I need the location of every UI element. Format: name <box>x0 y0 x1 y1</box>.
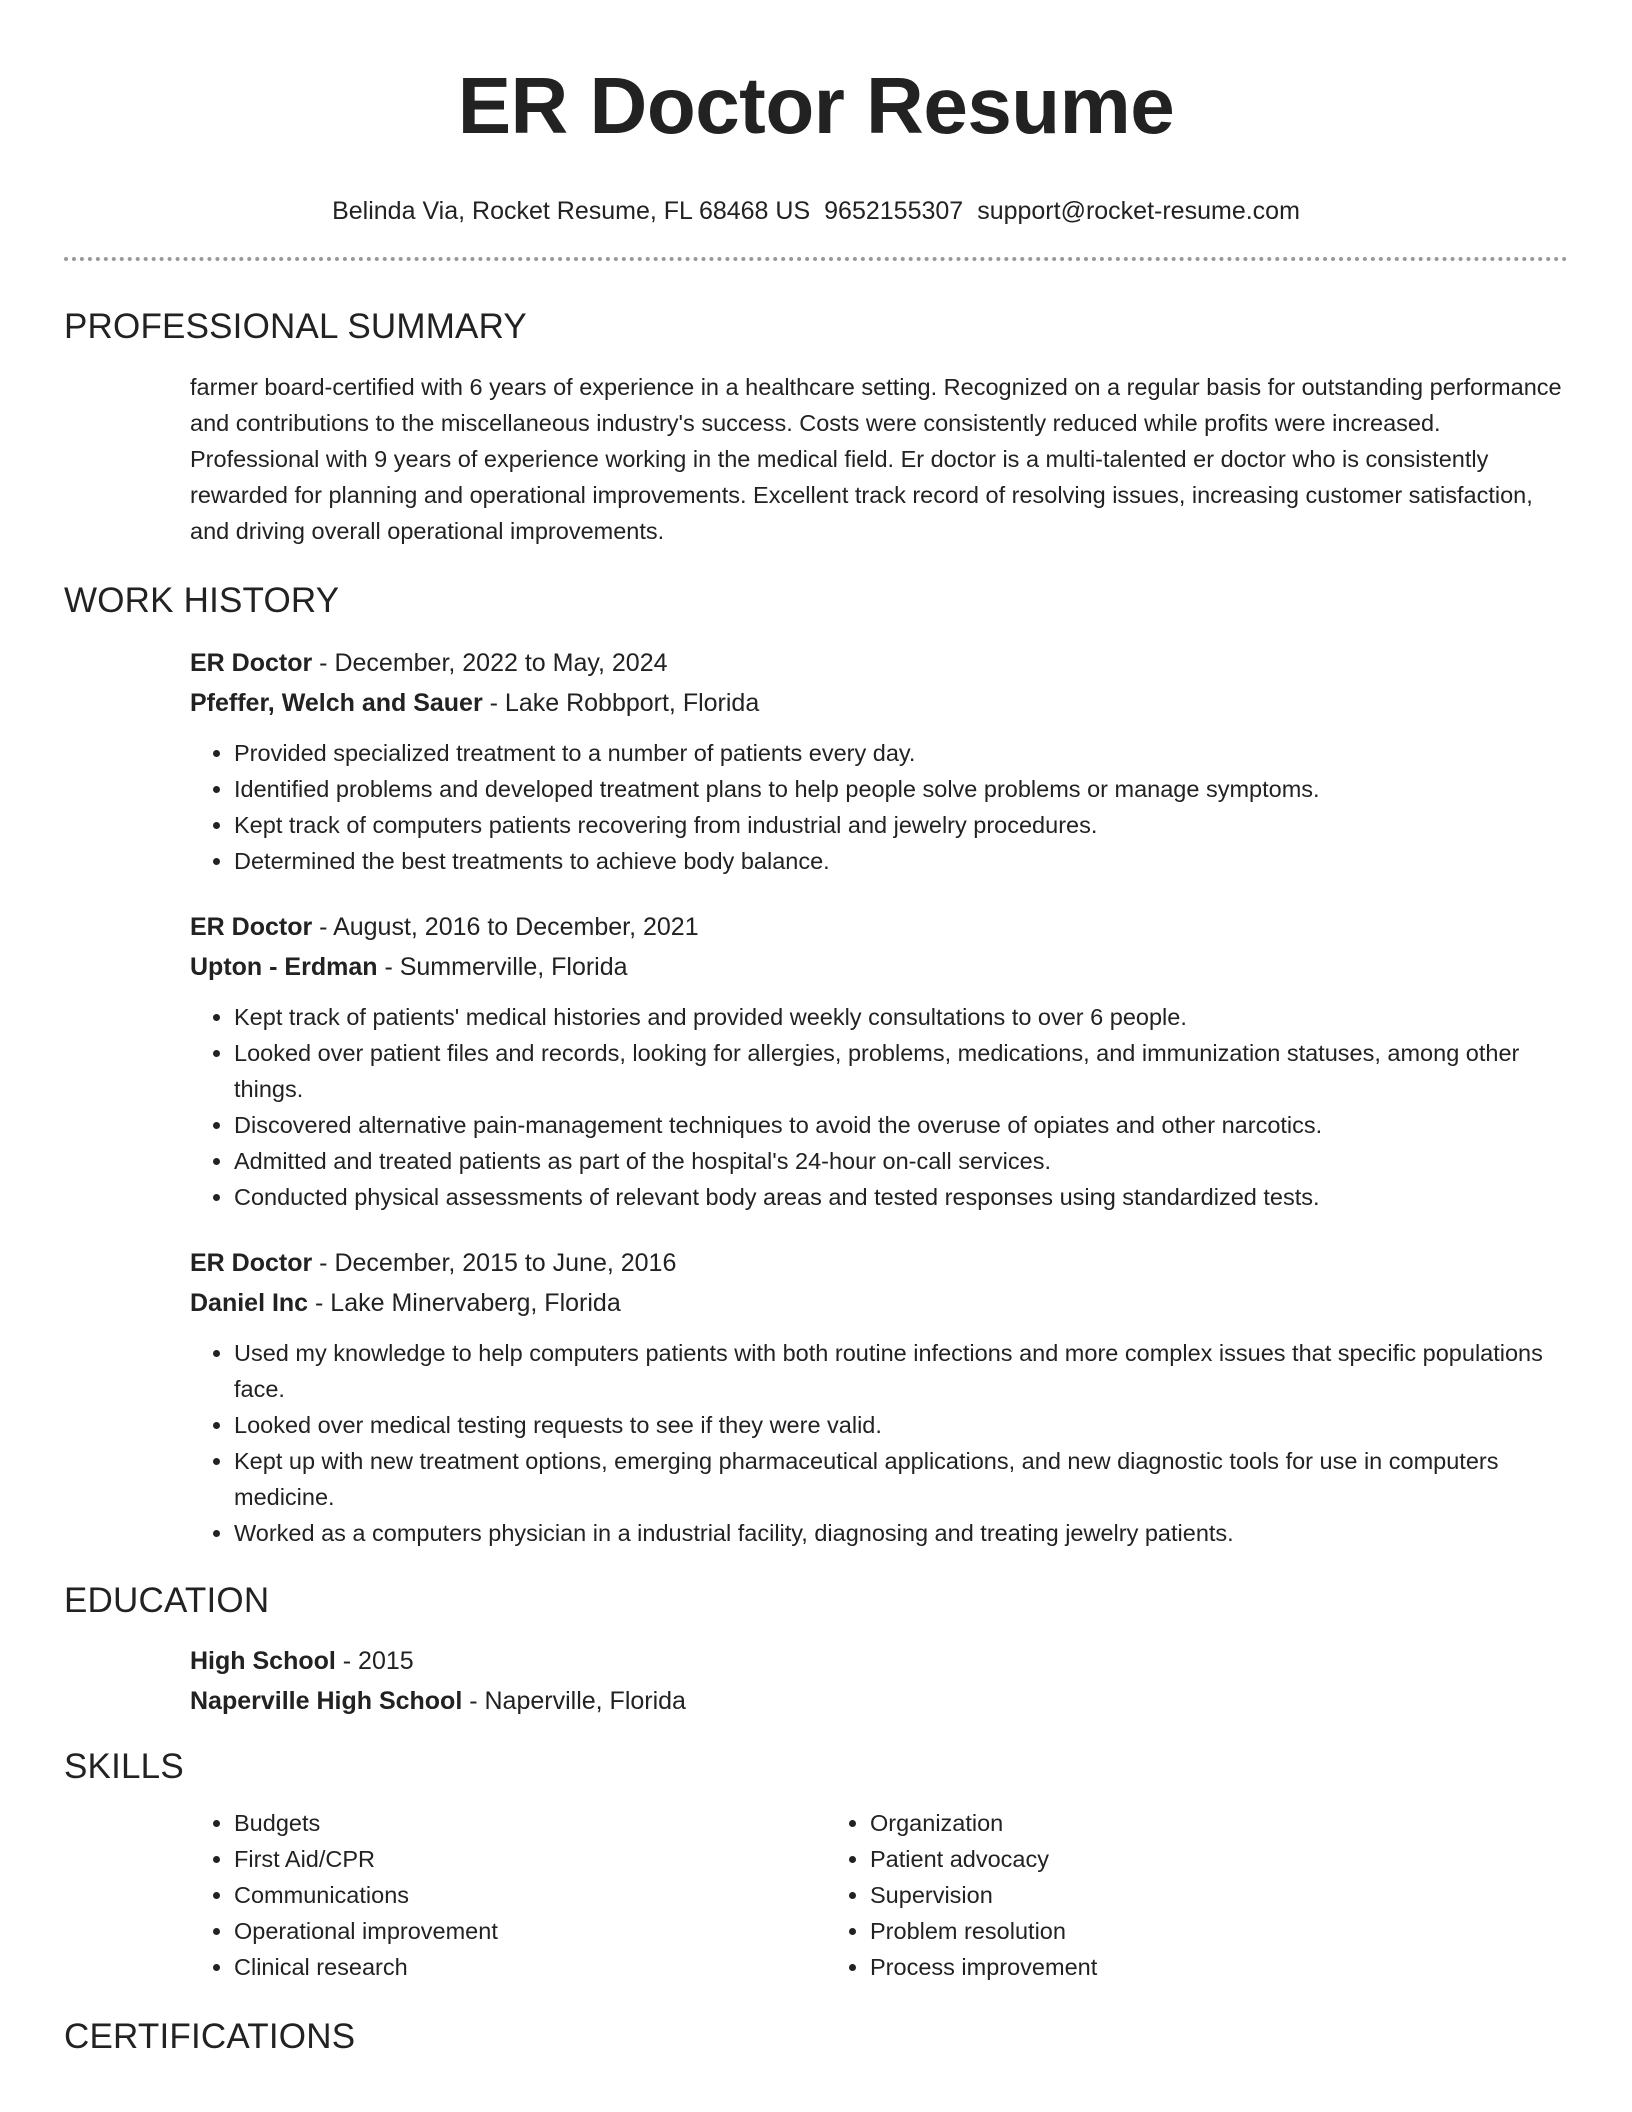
job-dates: - December, 2015 to June, 2016 <box>312 1249 677 1277</box>
job-company: Upton - Erdman <box>190 953 378 981</box>
skill-item: • Process improvement <box>870 1949 1462 1985</box>
skill-item: • Patient advocacy <box>870 1841 1462 1877</box>
job-bullets <box>190 735 1568 879</box>
job-title-line <box>190 1243 1568 1283</box>
skill-item: • Problem resolution <box>870 1913 1462 1949</box>
contact-address: Belinda Via, Rocket Resume, FL 68468 US <box>332 197 811 225</box>
job-company-line <box>190 683 1568 723</box>
skills-list <box>190 1805 1568 1985</box>
job-bullet: • Kept track of patients' medical histories and provided weekly consultations to over 6 people. <box>234 999 1568 1035</box>
section-heading-skills: SKILLS <box>64 1747 184 1786</box>
job-bullet: • Determined the best treatments to achieve body balance. <box>234 843 1568 879</box>
contact-email: support@rocket-resume.com <box>977 197 1300 225</box>
education-year: - 2015 <box>335 1647 414 1675</box>
job-location: - Lake Robbport, Florida <box>482 689 760 717</box>
skill-item: • Operational improvement <box>234 1913 826 1949</box>
work-history-body <box>190 643 1568 1551</box>
summary-text: farmer board-certified with 6 years of experience in a healthcare setting. Recognized on a regular basis for outstanding performance and contributions to the miscellaneous industry's success. Costs were consistently reduced while profits were increased. Professional with 9 years of experience working in the medical field. Er doctor is a multi-talented er doctor who is consistently rewarded for planning and operational improvements. Excellent track record of resolving issues, increasing customer satisfaction, and driving overall operational improvements. <box>190 374 1562 544</box>
job-bullet: • Admitted and treated patients as part of the hospital's 24-hour on-call services. <box>234 1143 1568 1179</box>
job-bullet: • Discovered alternative pain-management techniques to avoid the overuse of opiates and other narcotics. <box>234 1107 1568 1143</box>
skill-item: • Budgets <box>234 1805 826 1841</box>
skills-column-right <box>826 1805 1462 1985</box>
education-degree-line <box>190 1641 1568 1681</box>
job-location: - Summerville, Florida <box>377 953 628 981</box>
skill-item: • Supervision <box>870 1877 1462 1913</box>
job-entry <box>190 1243 1568 1551</box>
job-bullet: • Used my knowledge to help computers patients with both routine infections and more complex issues that specific populations face. <box>234 1335 1568 1407</box>
education-degree: High School <box>190 1647 336 1675</box>
job-bullet: • Looked over patient files and records, looking for allergies, problems, medications, and immunization statuses, among other things. <box>234 1035 1568 1107</box>
job-bullet: • Worked as a computers physician in a industrial facility, diagnosing and treating jewelry patients. <box>234 1515 1568 1551</box>
contact-line <box>64 195 1568 227</box>
job-dates: - December, 2022 to May, 2024 <box>312 649 668 677</box>
section-heading-education: EDUCATION <box>64 1581 270 1620</box>
skill-item: • Communications <box>234 1877 826 1913</box>
education-school: Naperville High School <box>190 1687 463 1715</box>
job-company-line <box>190 1283 1568 1323</box>
job-bullet: • Looked over medical testing requests to see if they were valid. <box>234 1407 1568 1443</box>
job-title-line <box>190 643 1568 683</box>
education-section <box>64 1579 1568 1721</box>
section-heading-work-history: WORK HISTORY <box>64 581 340 620</box>
job-title: ER Doctor <box>190 913 313 941</box>
skill-item: • Clinical research <box>234 1949 826 1985</box>
skill-item: • Organization <box>870 1805 1462 1841</box>
education-school-line <box>190 1681 1568 1721</box>
job-company: Pfeffer, Welch and Sauer <box>190 689 483 717</box>
job-entry <box>190 643 1568 879</box>
job-bullet: • Kept track of computers patients recovering from industrial and jewelry procedures. <box>234 807 1568 843</box>
job-entry <box>190 907 1568 1215</box>
certifications-section <box>64 2015 1568 2059</box>
summary-section <box>64 305 1568 549</box>
skills-section <box>64 1745 1568 1985</box>
education-location: - Naperville, Florida <box>462 1687 686 1715</box>
job-location: - Lake Minervaberg, Florida <box>308 1289 621 1317</box>
job-bullet: • Kept up with new treatment options, emerging pharmaceutical applications, and new diagnostic tools for use in computers medicine. <box>234 1443 1568 1515</box>
education-body <box>190 1641 1568 1721</box>
work-history-section <box>64 579 1568 1551</box>
resume-title: ER Doctor Resume <box>457 61 1175 150</box>
section-heading-certifications: CERTIFICATIONS <box>64 2017 356 2056</box>
skills-column-left <box>190 1805 826 1985</box>
job-company-line <box>190 947 1568 987</box>
header-divider <box>64 257 1568 261</box>
job-title: ER Doctor <box>190 649 313 677</box>
skill-item: • First Aid/CPR <box>234 1841 826 1877</box>
job-bullet: • Identified problems and developed treatment plans to help people solve problems or manage symptoms. <box>234 771 1568 807</box>
job-bullet: • Conducted physical assessments of relevant body areas and tested responses using standardized tests. <box>234 1179 1568 1215</box>
job-title-line <box>190 907 1568 947</box>
job-company: Daniel Inc <box>190 1289 309 1317</box>
job-dates: - August, 2016 to December, 2021 <box>312 913 699 941</box>
contact-phone: 9652155307 <box>824 197 964 225</box>
job-title: ER Doctor <box>190 1249 313 1277</box>
job-bullet: • Provided specialized treatment to a number of patients every day. <box>234 735 1568 771</box>
section-heading-summary: PROFESSIONAL SUMMARY <box>64 307 527 346</box>
job-bullets <box>190 1335 1568 1551</box>
job-bullets <box>190 999 1568 1215</box>
